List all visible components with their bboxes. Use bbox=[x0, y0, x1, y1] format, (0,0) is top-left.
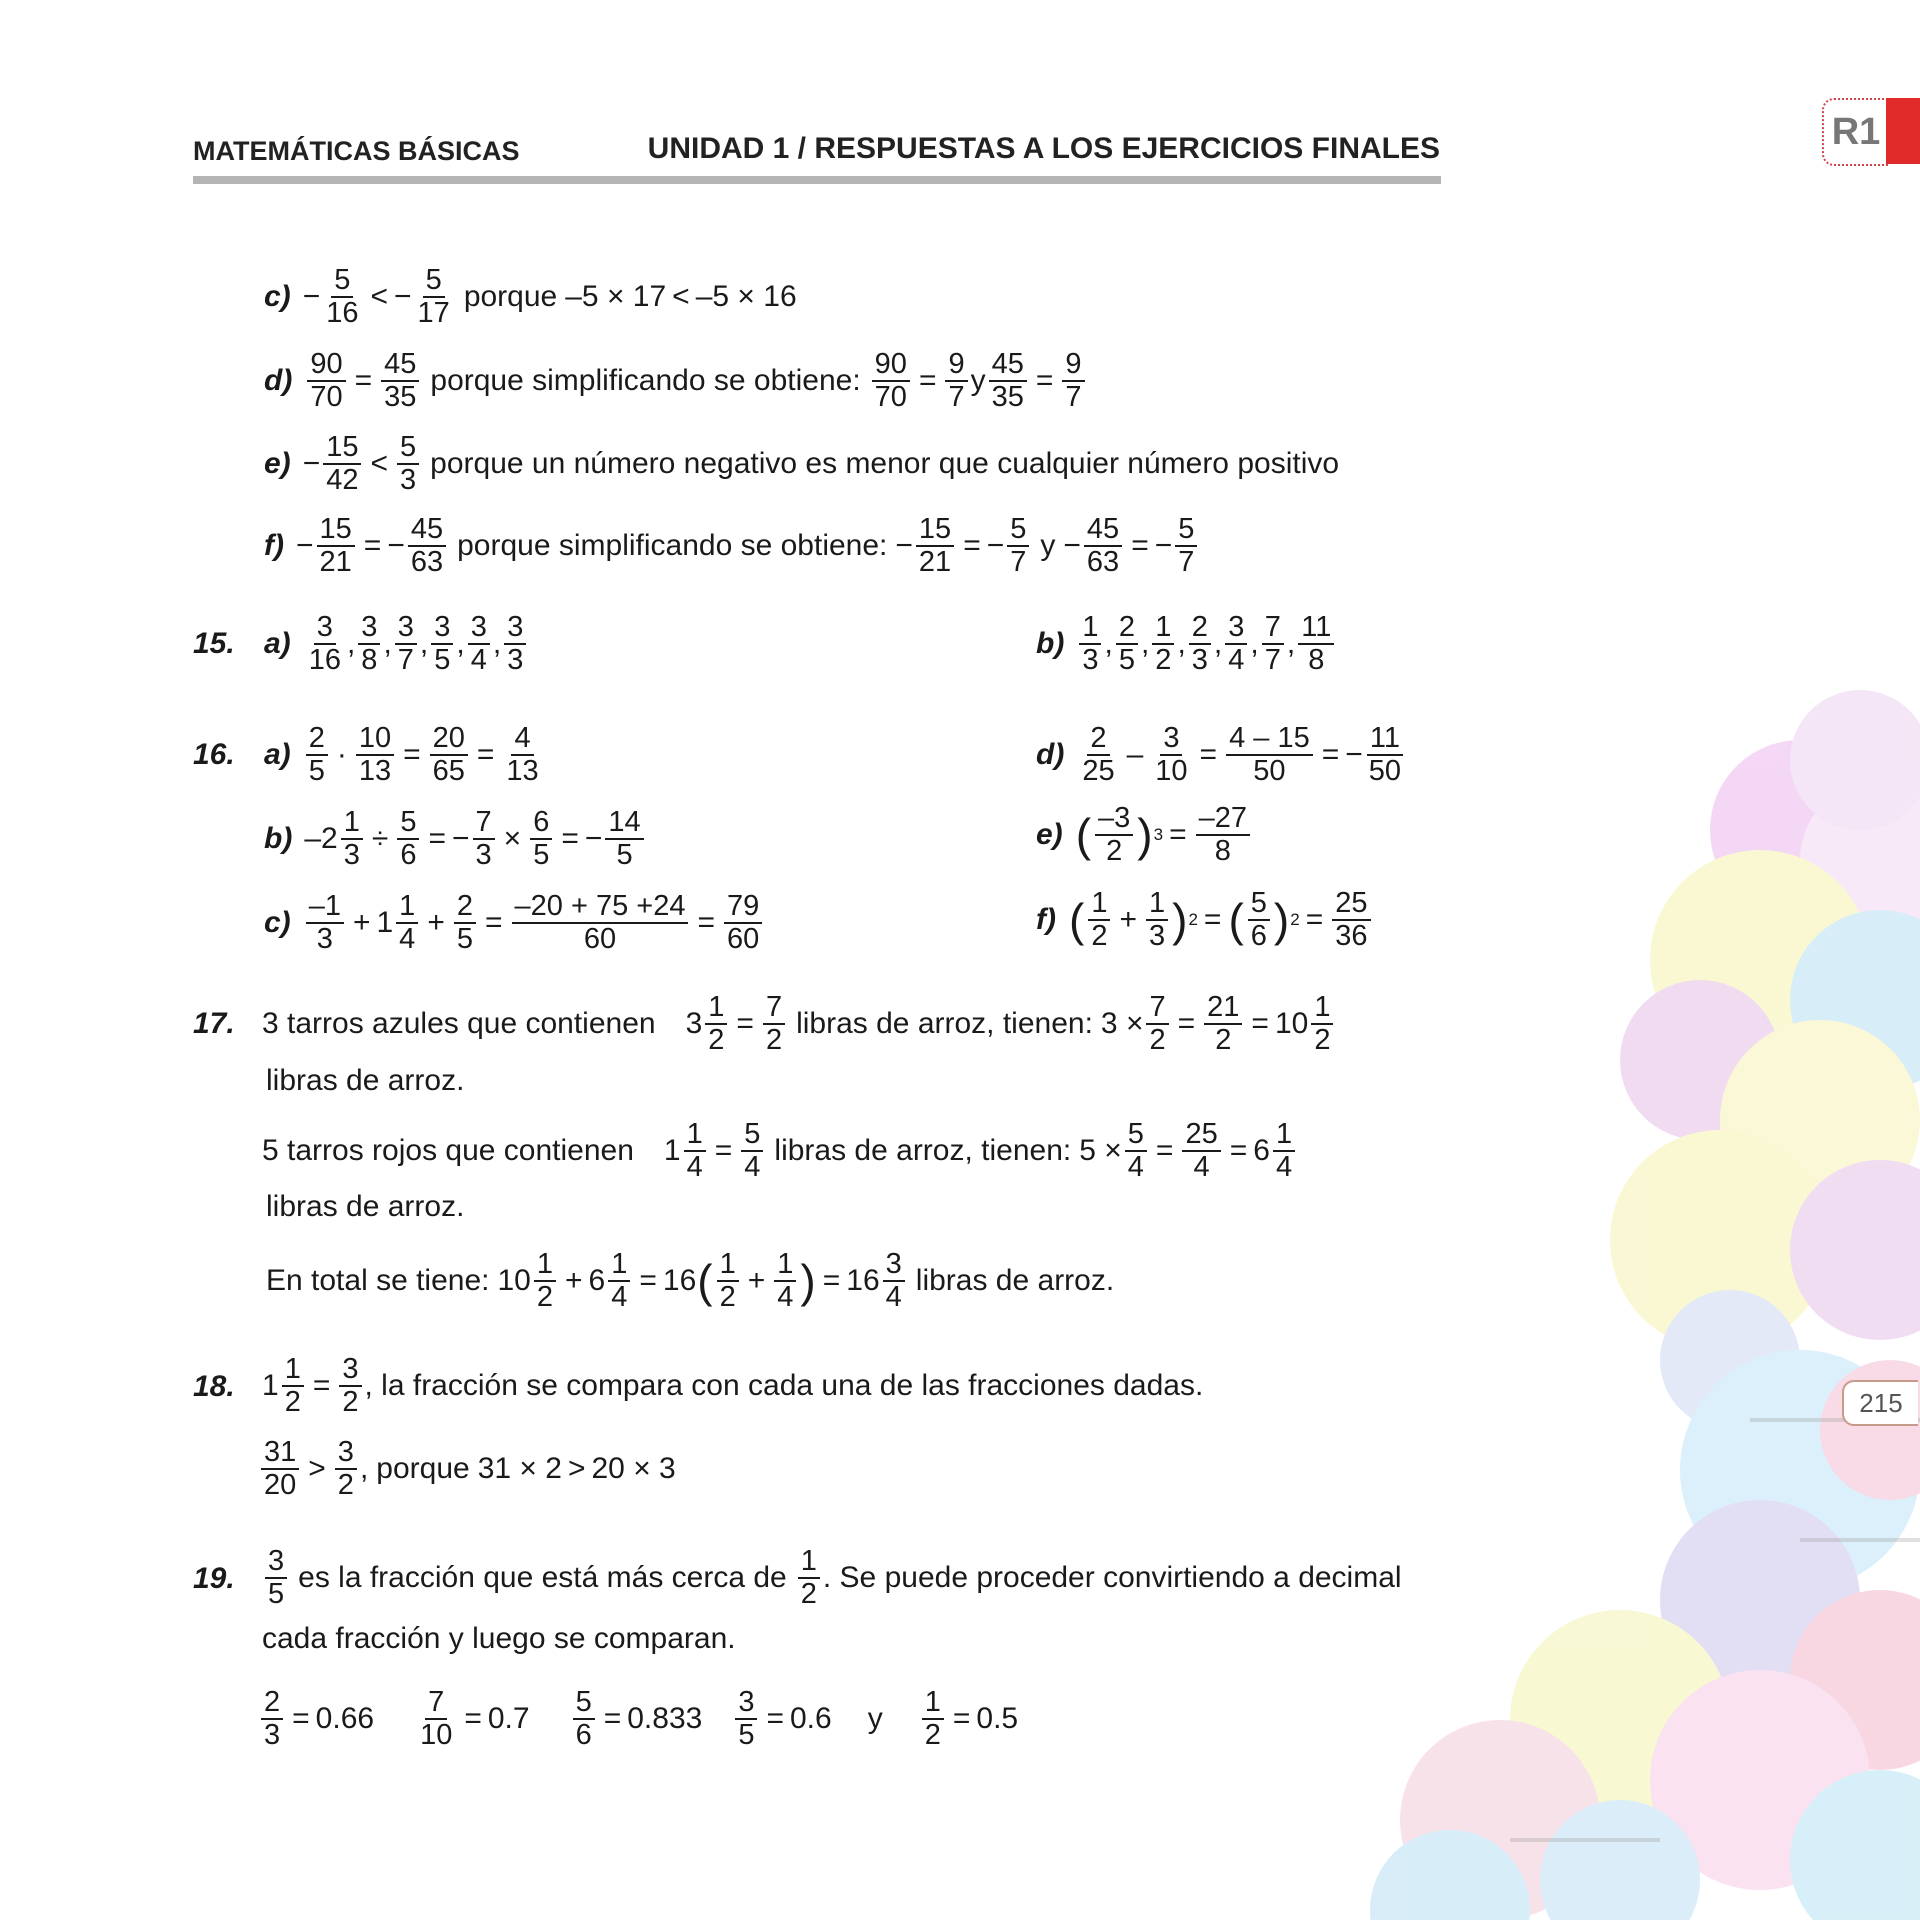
answer-19-line2: cada fracción y luego se comparan. bbox=[262, 1622, 736, 1655]
page-number: 215 bbox=[1842, 1380, 1918, 1426]
answer-17-line4: libras de arroz. bbox=[266, 1190, 465, 1223]
exercise-number-15: 15. bbox=[193, 627, 235, 660]
answer-19-decimals: $\frac{2}{3}$ = 0.66 $\frac{7}{10}$ = 0.7 $\frac{5}{6}$ = 0.833 $\frac{3}{5}$ = 0.6 y $\frac{1}{2}$ = 0.5 bbox=[258, 1687, 1018, 1752]
answer-18-line1: 1 $\frac{1}{2}$ = $\frac{3}{2}$ , la fracción se compara con cada una de las fracciones dadas. bbox=[262, 1353, 1204, 1419]
unit-title: UNIDAD 1 / RESPUESTAS A LOS EJERCICIOS FINALES bbox=[647, 132, 1440, 165]
exercise-number-16: 16. bbox=[193, 738, 235, 771]
chapter-tab: R1 bbox=[1822, 98, 1888, 166]
answer-16e: e) ( –3 2 ) 3 = $\frac{-27}{8}$ bbox=[1036, 803, 1253, 868]
exercise-number-19: 19. bbox=[193, 1562, 235, 1595]
answer-17-line1: 3 tarros azules que contienen 3 $\frac{1}{2}$ = $\frac{7}{2}$ libras de arroz, tienen: 3 × $\frac{7}{2}$ = $\frac{21}{2}$ = 10 1 2 bbox=[262, 992, 1336, 1057]
answer-17-total: En total se tiene: 10 1 2 + 6 $\frac{1}{4}$ = 16 ( 1 2 + $\frac{1}{4}$ ) = 16 3 4 libras de arroz. bbox=[266, 1248, 1115, 1314]
answer-14f: f) − $\frac{15}{21}$ = − $\frac{45}{63}$ porque simplificando se obtiene: − $\frac{15}{21}$ = − $\frac{5}{7}$ y − $\frac{45}{63}$ = − $\frac{5}{7}$ bbox=[264, 514, 1200, 579]
answer-14e: e) − $\frac{15}{42}$ < 5 3 porque un número negativo es menor que cualquier número positivo bbox=[264, 431, 1340, 497]
answer-14d: d) $\frac{90}{70}$ = $\frac{45}{35}$ porque simplificando se obtiene: $\frac{90}{70}$ = $\frac{9}{7}$ y $\frac{45}{35}$ = $\frac{9}{7}$ bbox=[264, 349, 1088, 414]
answer-17-line3: 5 tarros rojos que contienen 1 $\frac{1}{4}$ = $\frac{5}{4}$ libras de arroz, tienen: 5 × $\frac{5}{4}$ = $\frac{25}{4}$ = 6 1 4 bbox=[262, 1119, 1298, 1184]
answer-16c: c) –1 3 + 1 1 4 + $\frac{2}{5}$ = $\frac{-20 + 75 +24}{60}$ = $\frac{79}{60}$ bbox=[264, 891, 765, 956]
answer-15a: a) 3 16 , 3 8 , 3 7 , 3 5 , 3 4 , 3 3 bbox=[264, 612, 529, 677]
book-title: MATEMÁTICAS BÁSICAS bbox=[193, 136, 520, 166]
answer-16d: d) 2 25 – $\frac{3}{10}$ = $\frac{4 - 15}{50}$ = − $\frac{11}{50}$ bbox=[1036, 722, 1402, 788]
chapter-tab-marker bbox=[1886, 98, 1920, 164]
answer-18-line2: 31 20 > 3 2 , porque 31 × 2 > 20 × 3 bbox=[258, 1437, 676, 1502]
exercise-number-18: 18. bbox=[193, 1370, 235, 1403]
answer-16a: a) 2 5 · $\frac{10}{13}$ = $\frac{20}{65}$ = $\frac{4}{13}$ bbox=[264, 722, 539, 788]
exercise-number-17: 17. bbox=[193, 1007, 235, 1040]
answer-16b: b) –2 $\frac{1}{3}$ ÷ $\frac{5}{6}$ = − $\frac{7}{3}$ × $\frac{6}{5}$ = − $\frac{14}{5}$ bbox=[264, 807, 647, 872]
answer-15b: b) 1 3 , 2 5 , 1 2 , 2 3 , 3 4 , 7 7 , 11 8 bbox=[1036, 612, 1337, 677]
answer-14c: c) − $\frac{5}{16}$ < − $\frac{5}{17}$ porque –5 × 17 < –5 × 16 bbox=[264, 264, 797, 330]
answer-16f: f) ( 1 2 + $\frac{1}{3}$ ) 2 = ( 5 6 ) 2 = $\frac{25}{36}$ bbox=[1036, 888, 1374, 953]
header-rule bbox=[193, 176, 1441, 184]
answer-19-line1: 3 5 es la fracción que está más cerca de 1 2 . Se puede proceder convirtiendo a decimal bbox=[262, 1546, 1402, 1611]
answer-17-line2: libras de arroz. bbox=[266, 1064, 465, 1097]
